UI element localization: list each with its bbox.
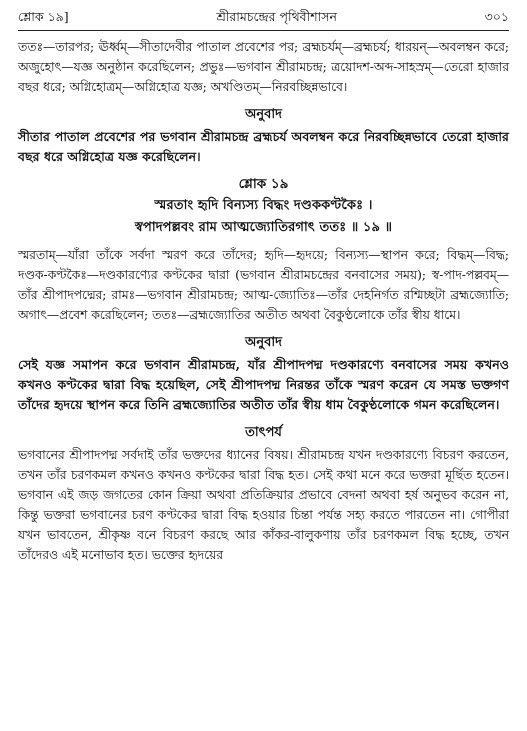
running-header (18, 8, 509, 31)
page-number: ৩০১ (484, 9, 509, 24)
translation-heading-2: অনুবাদ (245, 335, 282, 350)
translation-heading: অনুবাদ (245, 107, 282, 122)
translation-verse-19: সেই যজ্ঞ সমাপন করে ভগবান শ্রীরামচন্দ্র, যাঁর শ্রীপাদপদ্ম দণ্ডকারণ্যে বনবাসের সময় কখনও কখনও কণ্টকের দ্বারা বিদ্ধ হয়েছিল, সেই শ্রীপাদপদ্ম নিরন্তর তাঁকে স্মরণ করেন যে সমস্ত ভক্তগণ তাঁদের হৃদয়ে স্থাপন করে তিনি ব্রহ্মজ্যোতির অতীত তাঁর স্বীয় ধাম বৈকুণ্ঠলোকে গমন করেছিলেন। (18, 357, 509, 412)
purport-heading: তাৎপর্য (245, 425, 282, 440)
verse-reference: শ্লোক ১৯] (18, 9, 69, 24)
synonyms-verse-19: স্মরতাম্—যাঁরা তাঁকে সর্বদা স্মরণ করে তাঁদের; হৃদি—হৃদয়ে; বিন্যস্য—স্থাপন করে; বিদ্ধম্—বিদ্ধ; দণ্ডক-কণ্টকৈঃ—দণ্ডকারণ্যের কণ্টকের দ্বারা (ভগবান শ্রীরামচন্দ্রের বনবাসের সময়); স্ব-পাদ-পল্লবম্—তাঁর শ্রীপাদপদ্মের; রামঃ—ভগবান শ্রীরামচন্দ্র; আত্ম-জ্যোতিঃ—তাঁর দেহনির্গত রশ্মিচ্ছটা ব্রহ্মজ্যোতি; অগাৎ—প্রবেশ করেছিলেন; ততঃ—ব্রহ্মজ্যোতির অতীত অথবা বৈকুণ্ঠলোকে তাঁর স্বীয় ধামে। (18, 248, 509, 322)
verse-line-2: স্বপাদপল্লবং রাম আত্মজ্যোতিরগাৎ ততঃ ॥ ১৯ ॥ (134, 220, 393, 235)
verse-heading: শ্লোক ১৯ (238, 176, 289, 192)
synonyms-previous-verse: ততঃ—তারপর; ঊর্ধ্বম্—সীতাদেবীর পাতাল প্রবেশের পর; ব্রহ্মচর্যম্—ব্রহ্মচর্য; ধারয়ন্—অবলম্বন করে; অজুহোৎ—যজ্ঞ অনুষ্ঠান করেছিলেন; প্রভুঃ—ভগবান শ্রীরামচন্দ্র; ত্রয়োদশ-অব্দ-সাহস্রম্—তেরো হাজার বছর ধরে; অগ্নিহোত্রম্—অগ্নিহোত্র যজ্ঞ; অখণ্ডিতম্—নিরবচ্ছিন্নভাবে। (18, 40, 509, 94)
verse-line-1: স্মরতাং হৃদি বিন্যস্য বিদ্ধং দণ্ডককণ্টকৈঃ । (154, 198, 373, 213)
chapter-title: শ্রীরামচন্দ্রের পৃথিবীশাসন (216, 9, 337, 24)
translation-previous-verse: সীতার পাতাল প্রবেশের পর ভগবান শ্রীরামচন্দ্র ব্রহ্মচর্য অবলম্বন করে নিরবচ্ছিন্নভাবে তেরো হাজার বছর ধরে অগ্নিহোত্র যজ্ঞ করেছিলেন। (18, 129, 509, 164)
purport-text: ভগবানের শ্রীপাদপদ্ম সর্বদাই তাঁর ভক্তদের ধ্যানের বিষয়। শ্রীরামচন্দ্র যখন দণ্ডকারণ্যে বিচরণ করতেন, তখন তাঁর চরণকমল কখনও কখনও কণ্টকের দ্বারা বিদ্ধ হত। সেই কথা মনে করে ভক্তরা মূর্ছিত হতেন। ভগবান এই জড় জগতের কোন ক্রিয়া অথবা প্রতিক্রিয়ার প্রভাবে বেদনা অথবা হর্ষ অনুভব করেন না, কিন্তু ভক্তরা ভগবানের চরণ কণ্টকের দ্বারা বিদ্ধ হওয়ার চিন্তা পর্যন্ত সহ্য করতে পারতেন না। গোপীরা যখন ভাবতেন, শ্রীকৃষ্ণ বনে বিচরণ করছে আর কাঁকর-বালুকণায় তাঁর চরণকমল বিদ্ধ হচ্ছে, তখন তাঁদেরও এই মনোভাব হত। ভক্তের হৃদয়ের (18, 448, 509, 562)
